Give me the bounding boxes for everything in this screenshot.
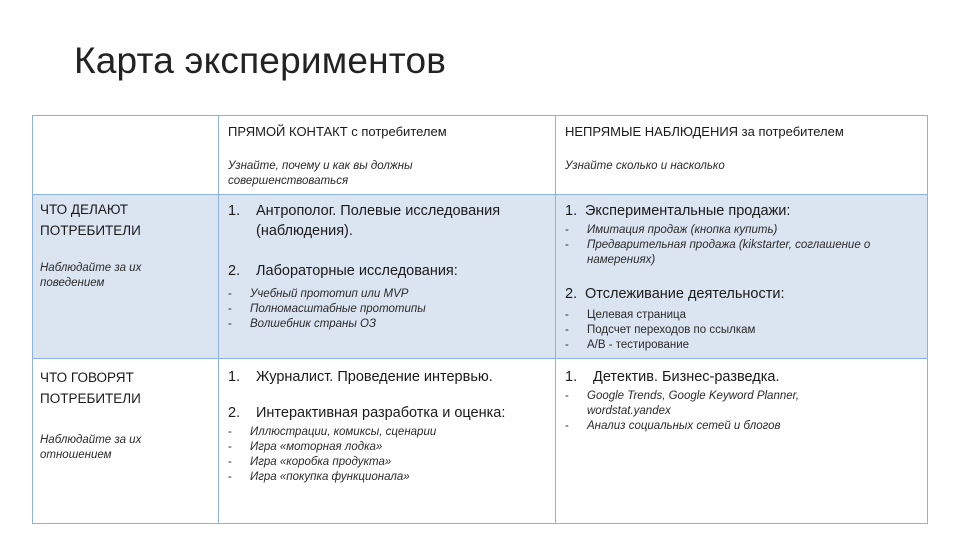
numbered-item: 1. Экспериментальные продажи: (565, 203, 791, 219)
bullet-list (228, 287, 548, 332)
words-direct-cell (228, 367, 548, 485)
row-sublabel-actions: Наблюдайте за их поведением (40, 262, 142, 289)
header-direct-subtitle: Узнайте, почему и как вы должны совершенствоваться (228, 160, 413, 187)
words-indirect-cell (565, 367, 923, 434)
numbered-item: 2. Отслеживание деятельности: (565, 286, 785, 302)
bullet-list (228, 425, 548, 485)
row-sublabel-words: Наблюдайте за их отношением (40, 434, 142, 461)
list-item: - A/B - тестирование (565, 339, 690, 351)
numbered-item: 1. Детектив. Бизнес-разведка. (565, 369, 780, 385)
list-item: - Целевая страница (565, 309, 686, 321)
list-item: - Google Trends, Google Keyword Planner, wordstat.yandex (565, 390, 800, 417)
experiment-map-table (32, 115, 928, 524)
row-label-words: ЧТО ГОВОРЯТ ПОТРЕБИТЕЛИ (40, 370, 141, 406)
numbered-item: 1. Антрополог. Полевые исследования (наблюдения). (228, 203, 501, 239)
list-item: - Полномасштабные прототипы (228, 303, 426, 315)
list-item: - Учебный прототип или MVP (228, 288, 409, 300)
bullet-list (565, 308, 923, 353)
numbered-item: 1. Журналист. Проведение интервью. (228, 369, 493, 385)
list-item: - Игра «покупка функционала» (228, 471, 410, 483)
bullet-list (565, 223, 923, 268)
header-indirect-observation: НЕПРЯМЫЕ НАБЛЮДЕНИЯ за потребителем (565, 124, 844, 139)
list-item: - Подсчет переходов по ссылкам (565, 324, 756, 336)
list-item: - Иллюстрации, комиксы, сценарии (228, 426, 437, 438)
actions-direct-cell (228, 201, 548, 332)
column-divider (555, 115, 556, 524)
numbered-item: 2. Интерактивная разработка и оценка: (228, 405, 506, 421)
actions-indirect-cell (565, 201, 923, 353)
header-direct-contact: ПРЯМОЙ КОНТАКТ с потребителем (228, 124, 447, 139)
list-item: - Имитация продаж (кнопка купить) (565, 224, 778, 236)
list-item: - Игра «моторная лодка» (228, 441, 383, 453)
list-item: - Волшебник страны ОЗ (228, 318, 377, 330)
list-item: - Анализ социальных сетей и блогов (565, 420, 781, 432)
list-item: - Игра «коробка продукта» (228, 456, 392, 468)
row-label-actions: ЧТО ДЕЛАЮТ ПОТРЕБИТЕЛИ (40, 202, 141, 238)
list-item: - Предварительная продажа (kikstarter, соглашение о намерениях) (565, 239, 871, 266)
numbered-item: 2. Лабораторные исследования: (228, 263, 458, 279)
bullet-list (565, 389, 923, 434)
header-indirect-subtitle: Узнайте сколько и насколько (565, 160, 725, 172)
column-divider (218, 115, 219, 524)
page-title: Карта экспериментов (74, 40, 447, 81)
